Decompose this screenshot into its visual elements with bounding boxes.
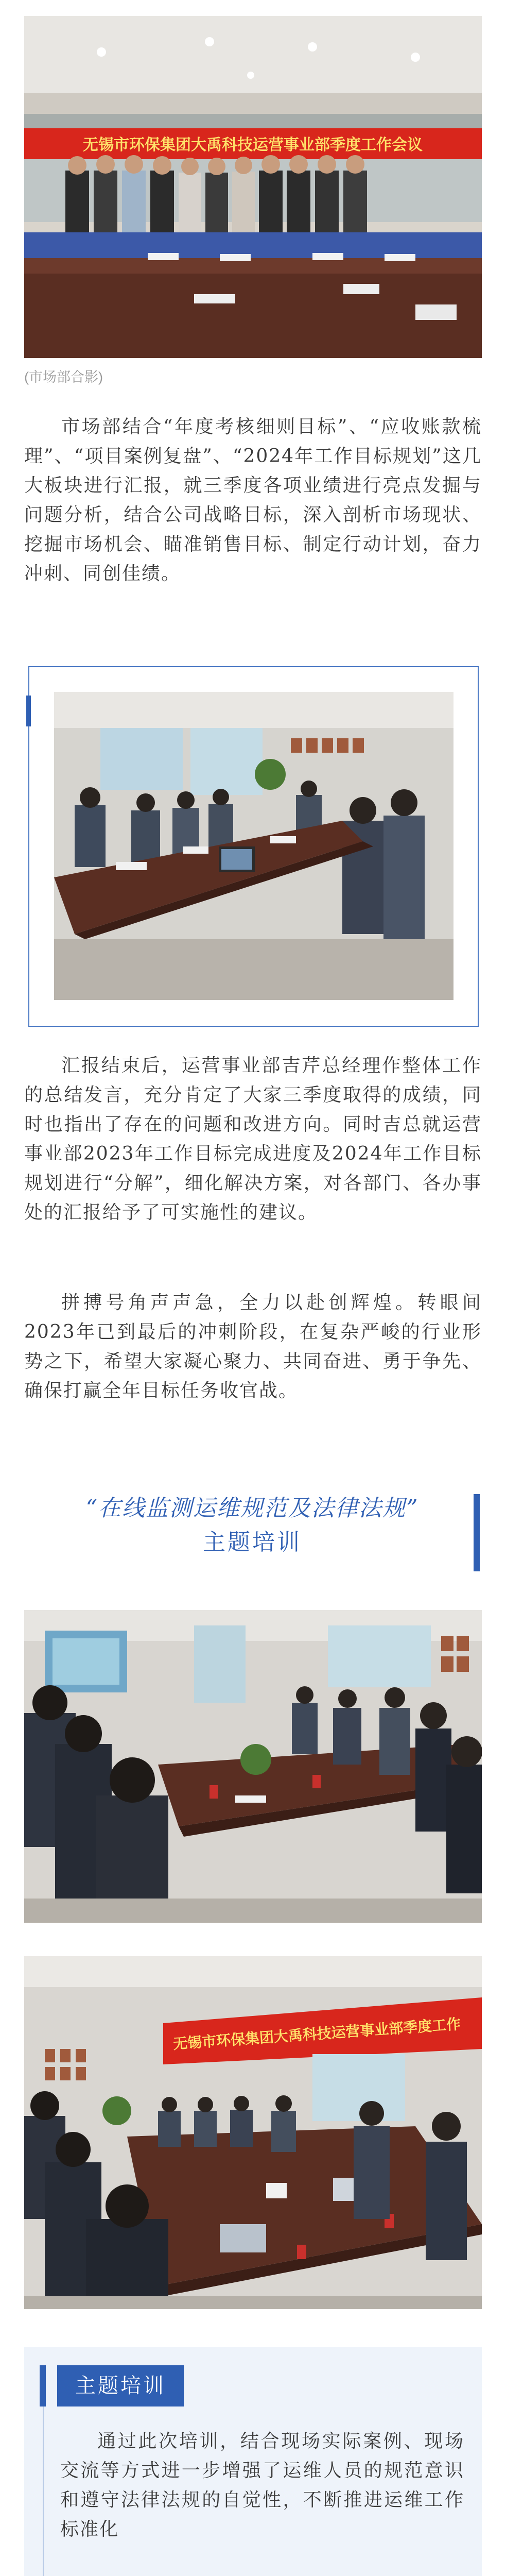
tag-accent-bar: [40, 2365, 46, 2406]
paragraph-summary-speech: 汇报结束后，运营事业部吉芹总经理作整体工作的总结发言，充分肯定了大家三季度取得的成绩，同时也指出了存在的问题和改进方向。同时吉总就运营事业部2023年工作目标完成进度及2024年工作目标规划进行“分解”，细化解决方案，对各部门、各办事处的汇报给予了可实施性的建议。: [24, 1055, 482, 1223]
training-tag: 主题培训: [57, 2365, 184, 2406]
meeting-banner-text: 无锡市环保集团大禹科技运营事业部季度工作会议: [83, 136, 423, 154]
section-title-line2: 主题培训: [203, 1529, 302, 1555]
training-photo: [24, 1610, 482, 1923]
heading-accent-bar: [474, 1494, 480, 1571]
training-banner-text: 无锡市环保集团大禹科技运营事业部季度工作: [172, 2015, 462, 2053]
group-photo: [24, 16, 482, 358]
meeting-photo-frame: [28, 666, 479, 1027]
paragraph-closing: 拼搏号角声声急，全力以赴创辉煌。转眼间2023年已到最后的冲刺阶段，在复杂严峻的行业形势之下，希望大家凝心聚力、共同奋进、勇于争先、确保打赢全年目标任务收官战。: [24, 1292, 482, 1401]
section-title-line1: “在线监测运维规范及法律法规”: [85, 1495, 419, 1521]
meeting-photo: [54, 692, 453, 1000]
training-summary-box: [24, 2347, 482, 2576]
section-heading: [41, 1492, 463, 1560]
training-summary-text: 通过此次培训，结合现场实际案例、现场交流等方式进一步增强了运维人员的规范意识和遵守法律法规的自觉性，不断推进运维工作标准化: [60, 2431, 464, 2540]
box-divider-line: [43, 2406, 44, 2576]
training-banner-photo: [24, 1956, 482, 2309]
frame-accent: [26, 696, 31, 726]
photo-caption: (市场部合影): [24, 369, 103, 385]
paragraph-market-report: 市场部结合“年度考核细则目标”、“应收账款梳理”、“项目案例复盘”、“2024年工作目标规划”这几大板块进行汇报，就三季度各项业绩进行亮点发掘与问题分析，结合公司战略目标，深入剖析市场现状、挖掘市场机会、瞄准销售目标、制定行动计划，奋力冲刺、同创佳绩。: [24, 416, 482, 584]
